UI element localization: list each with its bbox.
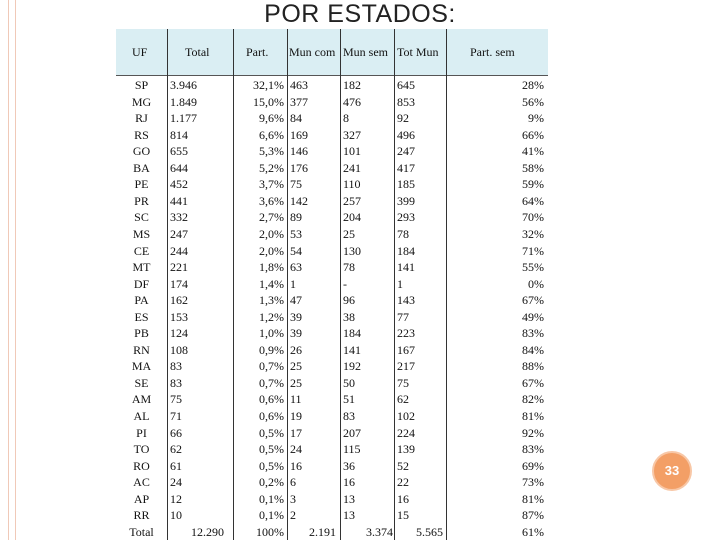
cell-part-sem: 0% xyxy=(528,276,544,291)
cell-tot-mun: 184 xyxy=(397,243,415,258)
cell-mun-sem: 78 xyxy=(343,260,355,275)
cell-mun-com: 11 xyxy=(290,392,302,407)
cell-total: 12 xyxy=(170,491,182,506)
cell-mun-sem: 192 xyxy=(343,359,361,374)
table-row xyxy=(116,474,548,491)
cell-total: 71 xyxy=(170,409,182,423)
cell-tot-mun: 78 xyxy=(397,226,409,241)
cell-tot-mun: 399 xyxy=(397,193,415,208)
cell-tot-mun: 16 xyxy=(397,491,409,506)
cell-mun-sem: 115 xyxy=(343,442,361,457)
cell-tot-mun: 185 xyxy=(397,177,415,192)
cell-uf: RR xyxy=(133,508,150,523)
cell-uf: AP xyxy=(133,491,150,506)
cell-total: 61 xyxy=(170,458,182,473)
cell-part: 1,3% xyxy=(259,293,284,308)
total-cell-total: 12.290 xyxy=(191,524,224,539)
cell-part-sem: 55% xyxy=(522,260,544,275)
cell-part: 1,2% xyxy=(259,309,284,324)
cell-uf: SC xyxy=(134,210,149,225)
cell-mun-com: 75 xyxy=(290,177,302,192)
cell-uf: GO xyxy=(132,144,151,159)
cell-part: 2,0% xyxy=(259,226,284,241)
cell-part: 0,1% xyxy=(259,491,284,506)
cell-part-sem: 81% xyxy=(522,491,544,506)
cell-part: 15,0% xyxy=(253,94,284,109)
cell-part-sem: 84% xyxy=(522,342,544,357)
cell-mun-com: 377 xyxy=(290,94,308,109)
cell-uf: RJ xyxy=(135,111,148,126)
cell-part-sem: 66% xyxy=(522,127,544,142)
cell-uf: DF xyxy=(133,276,150,291)
cell-uf: RN xyxy=(133,342,150,357)
cell-mun-sem: 110 xyxy=(343,177,361,192)
cell-total: 221 xyxy=(170,260,188,275)
cell-part-sem: 28% xyxy=(522,78,544,92)
cell-mun-com: 169 xyxy=(290,127,308,142)
cell-mun-sem: 8 xyxy=(343,111,349,126)
total-cell-part-sem: 61% xyxy=(522,524,544,539)
table-row xyxy=(116,375,548,392)
cell-mun-sem: 101 xyxy=(343,144,361,159)
cell-total: 244 xyxy=(170,243,188,258)
total-cell-tot-mun: 5.565 xyxy=(416,524,443,539)
table-row xyxy=(116,408,548,425)
cell-part-sem: 67% xyxy=(522,293,544,308)
cell-mun-com: 25 xyxy=(290,375,302,390)
cell-part: 1,4% xyxy=(259,276,284,291)
cell-mun-sem: 51 xyxy=(343,392,355,407)
cell-tot-mun: 102 xyxy=(397,409,415,423)
total-cell-part: 100% xyxy=(256,524,284,539)
cell-mun-sem: 16 xyxy=(343,475,355,490)
cell-mun-com: 17 xyxy=(290,425,302,440)
cell-part-sem: 92% xyxy=(522,425,544,440)
cell-mun-com: 25 xyxy=(290,359,302,374)
cell-total: 24 xyxy=(170,475,182,490)
cell-tot-mun: 853 xyxy=(397,94,415,109)
table-row xyxy=(116,342,548,359)
cell-total: 174 xyxy=(170,276,188,291)
cell-mun-com: 19 xyxy=(290,409,302,423)
header-uf: UF xyxy=(132,45,148,59)
table-row xyxy=(116,209,548,226)
cell-tot-mun: 15 xyxy=(397,508,409,523)
cell-uf: PR xyxy=(134,193,149,208)
cell-part-sem: 64% xyxy=(522,193,544,208)
cell-part-sem: 87% xyxy=(522,508,544,523)
cell-uf: RO xyxy=(133,458,150,473)
cell-uf: BA xyxy=(133,160,150,175)
cell-total: 66 xyxy=(170,425,182,440)
cell-mun-com: 463 xyxy=(290,78,308,92)
cell-mun-sem: 204 xyxy=(343,210,361,225)
cell-mun-sem: 257 xyxy=(343,193,361,208)
cell-tot-mun: 139 xyxy=(397,442,415,457)
cell-tot-mun: 77 xyxy=(397,309,409,324)
cell-total: 1.849 xyxy=(170,94,197,109)
cell-tot-mun: 62 xyxy=(397,392,409,407)
table-row xyxy=(116,176,548,193)
cell-part: 0,2% xyxy=(259,475,284,490)
cell-mun-com: 2 xyxy=(290,508,296,523)
cell-part: 0,5% xyxy=(259,425,284,440)
cell-mun-com: 89 xyxy=(290,210,302,225)
cell-total: 3.946 xyxy=(170,78,197,92)
cell-mun-sem: 130 xyxy=(343,243,361,258)
cell-tot-mun: 223 xyxy=(397,326,415,341)
table-row xyxy=(116,507,548,524)
cell-uf: MA xyxy=(131,359,152,374)
cell-part: 0,6% xyxy=(259,392,284,407)
table-row xyxy=(116,358,548,375)
total-cell-mun-com: 2.191 xyxy=(309,524,336,539)
cell-mun-sem: 184 xyxy=(343,326,361,341)
header-mun-com: Mun com xyxy=(289,45,336,59)
table-row xyxy=(116,127,548,144)
cell-part: 0,7% xyxy=(259,359,284,374)
cell-mun-sem: 38 xyxy=(343,309,355,324)
cell-part-sem: 32% xyxy=(522,226,544,241)
cell-part: 6,6% xyxy=(259,127,284,142)
cell-mun-sem: 327 xyxy=(343,127,361,142)
cell-part: 1,8% xyxy=(259,260,284,275)
cell-tot-mun: 224 xyxy=(397,425,415,440)
cell-part-sem: 41% xyxy=(522,144,544,159)
page-number-badge: 33 xyxy=(652,451,692,491)
cell-total: 108 xyxy=(170,342,188,357)
cell-tot-mun: 52 xyxy=(397,458,409,473)
cell-mun-sem: 241 xyxy=(343,160,361,175)
cell-part: 3,6% xyxy=(259,193,284,208)
cell-part: 0,5% xyxy=(259,442,284,457)
cell-total: 452 xyxy=(170,177,188,192)
cell-uf: MT xyxy=(132,260,151,275)
cell-part: 0,1% xyxy=(259,508,284,523)
cell-uf: PI xyxy=(136,425,147,440)
cell-tot-mun: 645 xyxy=(397,78,415,92)
cell-part-sem: 67% xyxy=(522,375,544,390)
cell-part-sem: 69% xyxy=(522,458,544,473)
cell-total: 441 xyxy=(170,193,188,208)
table-row xyxy=(116,292,548,309)
cell-mun-sem: 25 xyxy=(343,226,355,241)
cell-mun-com: 3 xyxy=(290,491,296,506)
cell-tot-mun: 22 xyxy=(397,475,409,490)
cell-mun-com: 84 xyxy=(290,111,302,126)
table-row xyxy=(116,143,548,160)
cell-part-sem: 71% xyxy=(522,243,544,258)
cell-total: 62 xyxy=(170,442,182,457)
cell-mun-sem: 476 xyxy=(343,94,361,109)
cell-mun-sem: 83 xyxy=(343,409,355,423)
cell-mun-sem: 13 xyxy=(343,491,355,506)
cell-mun-com: 39 xyxy=(290,309,302,324)
table-row xyxy=(116,276,548,293)
cell-part: 2,0% xyxy=(259,243,284,258)
cell-total: 814 xyxy=(170,127,188,142)
header-tot-mun: Tot Mun xyxy=(397,45,439,59)
cell-part-sem: 58% xyxy=(522,160,544,175)
cell-tot-mun: 496 xyxy=(397,127,415,142)
cell-tot-mun: 217 xyxy=(397,359,415,374)
total-cell-uf: Total xyxy=(129,524,154,539)
cell-tot-mun: 92 xyxy=(397,111,409,126)
cell-uf: PE xyxy=(134,177,149,192)
table-row xyxy=(116,110,548,127)
cell-total: 153 xyxy=(170,309,188,324)
cell-mun-sem: 50 xyxy=(343,375,355,390)
total-cell-mun-sem: 3.374 xyxy=(366,524,393,539)
cell-part: 0,7% xyxy=(259,375,284,390)
cell-uf: AM xyxy=(131,392,152,407)
cell-mun-com: 176 xyxy=(290,160,308,175)
cell-mun-sem: 13 xyxy=(343,508,355,523)
cell-uf: AL xyxy=(133,409,150,423)
cell-part-sem: 9% xyxy=(528,111,544,126)
cell-uf: TO xyxy=(133,442,150,457)
cell-mun-com: 26 xyxy=(290,342,302,357)
cell-uf: ES xyxy=(134,309,149,324)
table-row xyxy=(116,458,548,475)
cell-mun-com: 146 xyxy=(290,144,308,159)
header-part: Part. xyxy=(246,45,269,59)
cell-uf: PB xyxy=(134,326,149,341)
cell-part-sem: 49% xyxy=(522,309,544,324)
cell-part: 9,6% xyxy=(259,111,284,126)
header-total: Total xyxy=(185,45,210,59)
cell-tot-mun: 1 xyxy=(397,276,403,291)
cell-part-sem: 83% xyxy=(522,442,544,457)
cell-part-sem: 56% xyxy=(522,94,544,109)
cell-part: 0,6% xyxy=(259,409,284,423)
cell-part: 0,5% xyxy=(259,458,284,473)
cell-part: 5,2% xyxy=(259,160,284,175)
cell-mun-sem: 182 xyxy=(343,78,361,92)
cell-uf: RS xyxy=(134,127,149,142)
cell-mun-com: 6 xyxy=(290,475,296,490)
cell-uf: CE xyxy=(133,243,150,258)
table-total-row xyxy=(116,524,548,540)
cell-tot-mun: 143 xyxy=(397,293,415,308)
cell-total: 124 xyxy=(170,326,188,341)
cell-total: 247 xyxy=(170,226,188,241)
cell-total: 644 xyxy=(170,160,188,175)
cell-part: 3,7% xyxy=(259,177,284,192)
cell-mun-com: 16 xyxy=(290,458,302,473)
cell-uf: MG xyxy=(131,94,152,109)
cell-tot-mun: 417 xyxy=(397,160,415,175)
table-row xyxy=(116,325,548,342)
cell-part-sem: 73% xyxy=(522,475,544,490)
cell-tot-mun: 141 xyxy=(397,260,415,275)
cell-uf: SP xyxy=(134,78,149,92)
cell-mun-sem: 96 xyxy=(343,293,355,308)
table-row xyxy=(116,491,548,508)
header-mun-sem: Mun sem xyxy=(343,45,388,59)
cell-uf: SE xyxy=(134,375,149,390)
table-row xyxy=(116,193,548,210)
cell-mun-com: 53 xyxy=(290,226,302,241)
cell-total: 83 xyxy=(170,375,182,390)
cell-mun-com: 24 xyxy=(290,442,302,457)
cell-mun-sem: 141 xyxy=(343,342,361,357)
table-row xyxy=(116,94,548,111)
cell-tot-mun: 293 xyxy=(397,210,415,225)
table-row xyxy=(116,425,548,442)
cell-part-sem: 83% xyxy=(522,326,544,341)
cell-tot-mun: 75 xyxy=(397,375,409,390)
cell-mun-sem: 36 xyxy=(343,458,355,473)
cell-total: 655 xyxy=(170,144,188,159)
cell-part-sem: 70% xyxy=(522,210,544,225)
cell-tot-mun: 167 xyxy=(397,342,415,357)
header-part-sem: Part. sem xyxy=(470,45,515,59)
cell-part: 2,7% xyxy=(259,210,284,225)
cell-tot-mun: 247 xyxy=(397,144,415,159)
table-row xyxy=(116,77,548,94)
cell-uf: MS xyxy=(132,226,151,241)
cell-part: 1,0% xyxy=(259,326,284,341)
table-row xyxy=(116,441,548,458)
cell-part-sem: 81% xyxy=(522,409,544,423)
cell-mun-sem: 207 xyxy=(343,425,361,440)
cell-part-sem: 88% xyxy=(522,359,544,374)
cell-part: 32,1% xyxy=(253,78,284,92)
cell-total: 10 xyxy=(170,508,182,523)
cell-mun-com: 63 xyxy=(290,260,302,275)
cell-mun-sem: - xyxy=(343,276,347,291)
table-row xyxy=(116,391,548,408)
cell-total: 83 xyxy=(170,359,182,374)
cell-total: 1.177 xyxy=(170,111,197,126)
table-row xyxy=(116,160,548,177)
table-row xyxy=(116,226,548,243)
slide-side-border xyxy=(8,0,16,540)
cell-mun-com: 1 xyxy=(290,276,296,291)
cell-mun-com: 54 xyxy=(290,243,302,258)
slide-title: POR ESTADOS: xyxy=(264,0,456,28)
table-row xyxy=(116,243,548,260)
cell-uf: AC xyxy=(133,475,150,490)
cell-part-sem: 82% xyxy=(522,392,544,407)
cell-total: 162 xyxy=(170,293,188,308)
cell-total: 75 xyxy=(170,392,182,407)
cell-uf: PA xyxy=(134,293,149,308)
cell-mun-com: 142 xyxy=(290,193,308,208)
cell-part: 0,9% xyxy=(259,342,284,357)
table-row xyxy=(116,259,548,276)
cell-part: 5,3% xyxy=(259,144,284,159)
cell-total: 332 xyxy=(170,210,188,225)
cell-mun-com: 47 xyxy=(290,293,302,308)
table-row xyxy=(116,309,548,326)
cell-mun-com: 39 xyxy=(290,326,302,341)
cell-part-sem: 59% xyxy=(522,177,544,192)
